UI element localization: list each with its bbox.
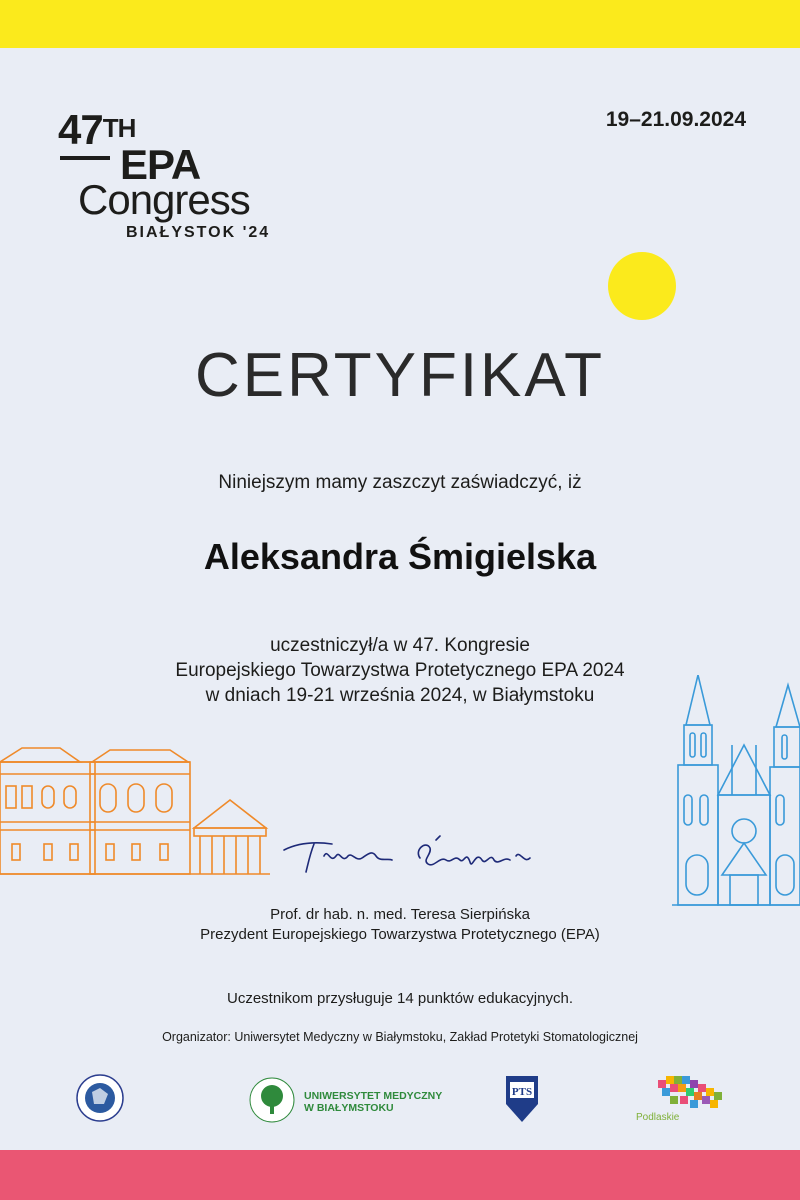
podlaskie-bison-icon <box>658 1076 722 1108</box>
certificate-title: CERTYFIKAT <box>194 341 606 410</box>
congress-logo <box>58 108 298 248</box>
event-dates: 19–21.09.2024 <box>605 108 746 131</box>
umb-line-1: UNIWERSYTET MEDYCZNY <box>304 1090 443 1102</box>
top-yellow-band <box>0 0 800 48</box>
body-line-3: w dniach 19-21 września 2024, w Białymstoku <box>205 685 595 706</box>
podlaskie-logo-text: Podlaskie <box>636 1112 680 1123</box>
body-line-2: Europejskiego Towarzystwa Protetycznego EPA 2024 <box>175 660 625 681</box>
yellow-sun-circle <box>608 252 676 320</box>
signatory-role: Prezydent Europejskiego Towarzystwa Protetycznego (EPA) <box>200 926 600 943</box>
signatory-name: Prof. dr hab. n. med. Teresa Sierpińska <box>270 906 530 923</box>
signatory-block <box>0 905 800 945</box>
umb-logo-text <box>304 1090 442 1114</box>
organizer-line: Organizator: Uniwersytet Medyczny w Białymstoku, Zakład Protetyki Stomatologicznej <box>162 1030 638 1044</box>
umb-tree-logo-icon <box>250 1078 294 1122</box>
recipient-name: Aleksandra Śmigielska <box>203 536 597 577</box>
cathedral-illustration <box>672 675 800 907</box>
body-line-1: uczestniczył/a w 47. Kongresie <box>270 635 530 656</box>
palace-illustration <box>0 740 270 880</box>
signature <box>280 820 550 880</box>
logo-city: BIAŁYSTOK '24 <box>126 224 271 241</box>
bottom-pink-band <box>0 1150 800 1200</box>
logo-congress: Congress <box>78 176 250 223</box>
education-points: Uczestnikom przysługuje 14 punktów edukacyjnych. <box>226 990 573 1007</box>
svg-text:PTS: PTS <box>511 1086 533 1098</box>
logo-number: 47TH <box>58 106 136 153</box>
logo-epa: EPA <box>120 141 201 188</box>
epa-seal-icon <box>77 1075 123 1121</box>
logo-bar <box>60 156 110 160</box>
umb-line-2: W BIAŁYMSTOKU <box>304 1102 394 1114</box>
pts-shield-icon <box>506 1076 538 1122</box>
certificate-intro: Niniejszym mamy zaszczyt zaświadczyć, iż <box>218 472 582 493</box>
